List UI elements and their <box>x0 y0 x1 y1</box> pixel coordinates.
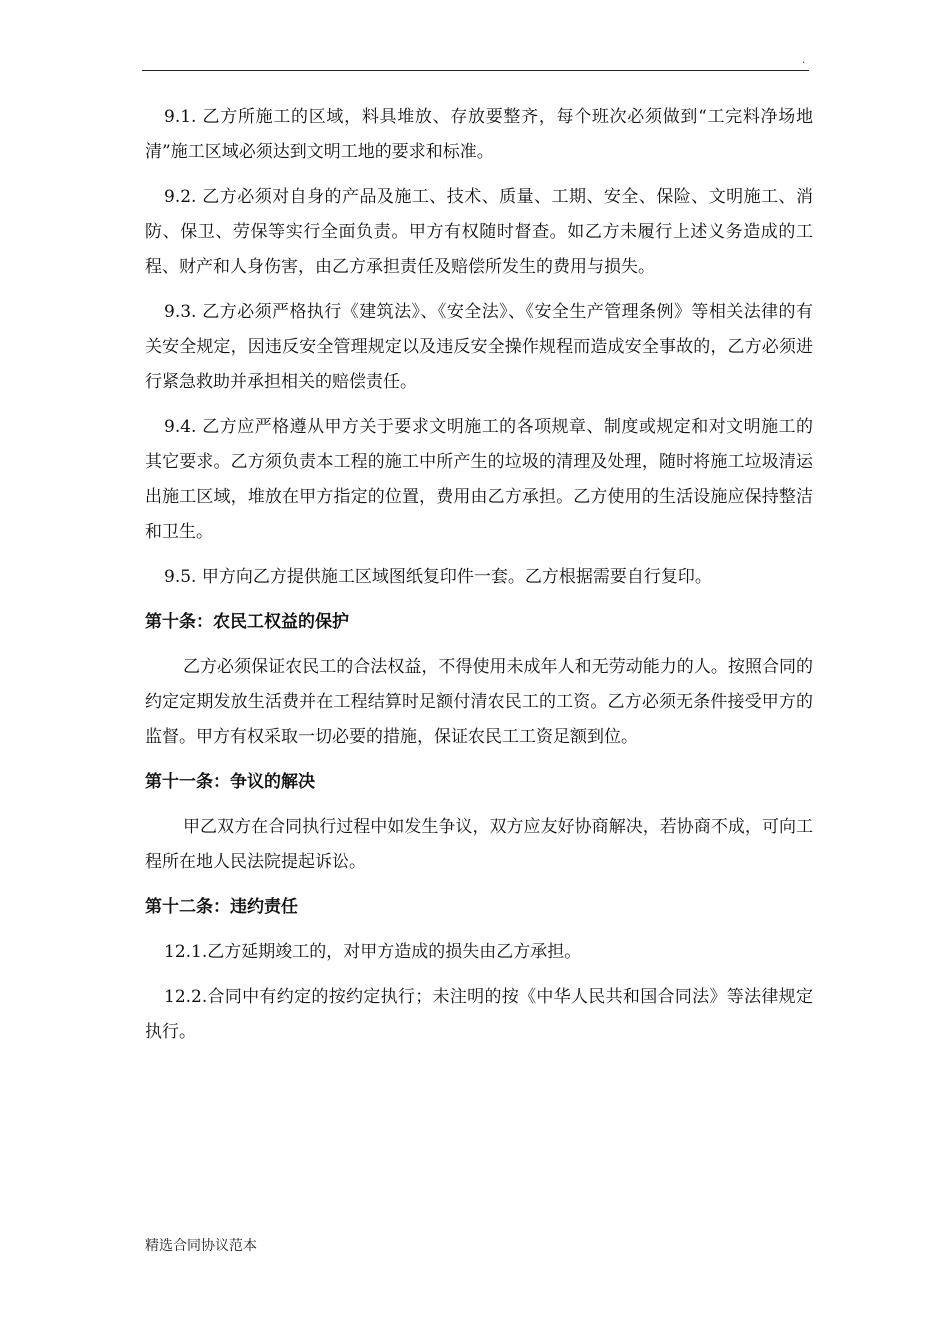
clause-12-2: 12.2.合同中有约定的按约定执行；未注明的按《中华人民共和国合同法》等法律规定执行。 <box>145 987 813 1042</box>
article-10-body: 乙方必须保证农民工的合法权益，不得使用未成年人和无劳动能力的人。按照合同的约定定期发放生活费并在工程结算时足额付清农民工的工资。乙方必须无条件接受甲方的监督。甲方有权采取一切必要的措施，保证农民工工资足额到位。 <box>145 657 813 747</box>
clause-9-3: 9.3. 乙方必须严格执行《建筑法》、《安全法》、《安全生产管理条例》等相关法律的有关安全规定，因违反安全管理规定以及违反安全操作规程而造成安全事故的，乙方必须进行紧急救助并承担相关的赔偿责任。 <box>145 302 813 392</box>
clause-9-5: 9.5. 甲方向乙方提供施工区域图纸复印件一套。乙方根据需要自行复印。 <box>164 567 712 587</box>
article-10-heading: 第十条：农民工权益的保护 <box>145 612 349 632</box>
header-mark: . <box>802 55 806 66</box>
article-11-body: 甲乙双方在合同执行过程中如发生争议，双方应友好协商解决，若协商不成，可向工程所在地人民法院提起诉讼。 <box>145 817 813 872</box>
header-rule <box>142 70 809 71</box>
clause-9-2: 9.2. 乙方必须对自身的产品及施工、技术、质量、工期、安全、保险、文明施工、消防、保卫、劳保等实行全面负责。甲方有权随时督查。如乙方未履行上述义务造成的工程、财产和人身伤害，由乙方承担责任及赔偿所发生的费用与损失。 <box>145 187 813 277</box>
article-12-heading: 第十二条：违约责任 <box>145 897 298 917</box>
clause-9-1: 9.1. 乙方所施工的区域，料具堆放、存放要整齐，每个班次必须做到“工完料净场地清”施工区域必须达到文明工地的要求和标准。 <box>145 107 813 162</box>
article-11-heading: 第十一条：争议的解决 <box>145 772 315 792</box>
clause-12-1: 12.1.乙方延期竣工的，对甲方造成的损失由乙方承担。 <box>164 942 582 962</box>
document-body <box>145 100 813 1060</box>
clause-9-4: 9.4. 乙方应严格遵从甲方关于要求文明施工的各项规章、制度或规定和对文明施工的其它要求。乙方须负责本工程的施工中所产生的垃圾的清理及处理，随时将施工垃圾清运出施工区域，堆放在甲方指定的位置，费用由乙方承担。乙方使用的生活设施应保持整洁和卫生。 <box>145 417 813 542</box>
page-footer: 精选合同协议范本 <box>145 1238 257 1254</box>
